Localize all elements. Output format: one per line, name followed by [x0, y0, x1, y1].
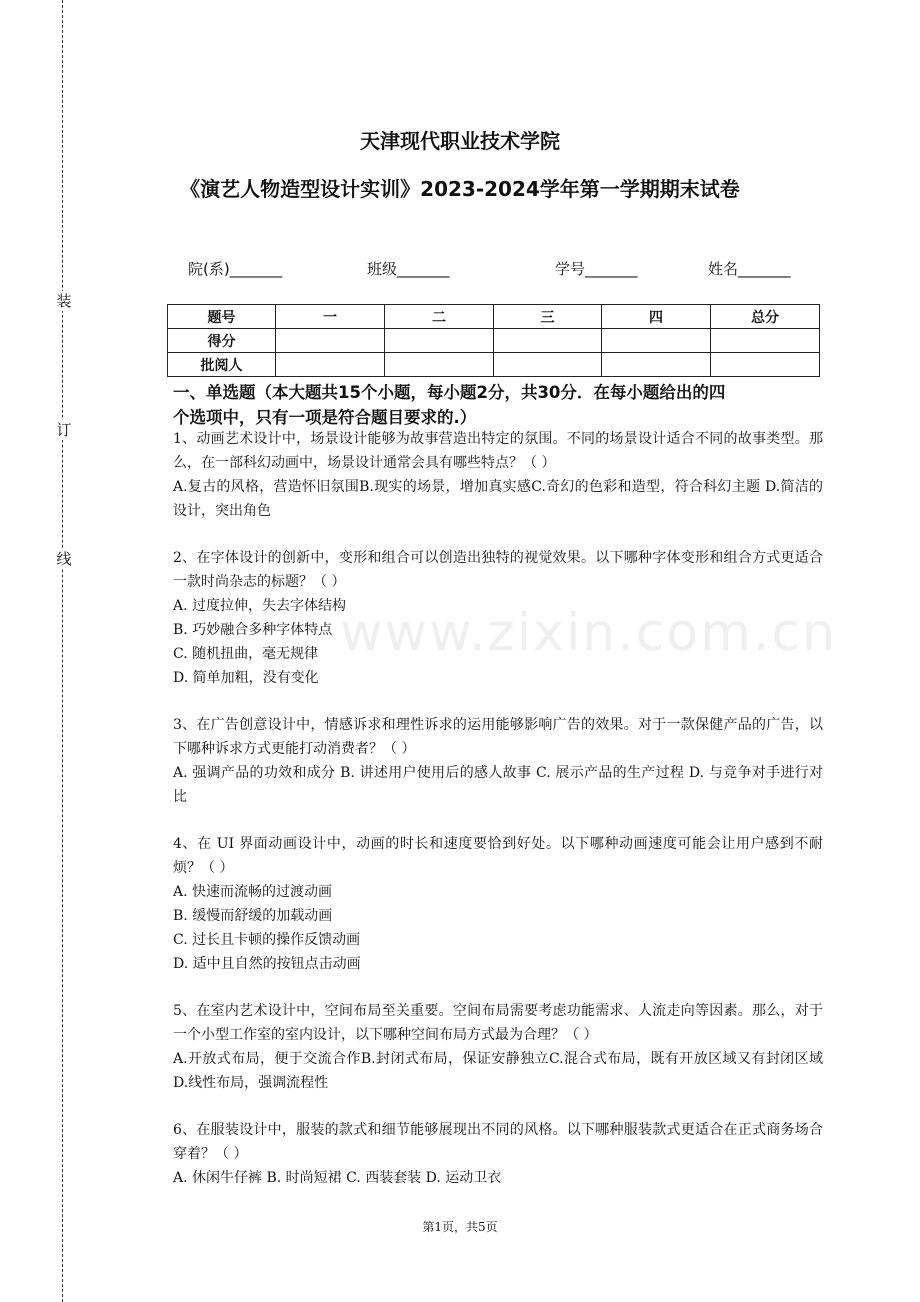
- score-table: [167, 304, 820, 377]
- reviewer-cell[interactable]: [276, 353, 385, 377]
- table-header-cell: 题号: [168, 305, 276, 329]
- option-a: A. 过度拉伸，失去字体结构: [173, 598, 347, 614]
- reviewer-cell[interactable]: [385, 353, 494, 377]
- reviewer-cell[interactable]: [602, 353, 711, 377]
- table-header-cell: 二: [385, 305, 494, 329]
- page-footer: 第1页，共5页: [422, 1220, 498, 1234]
- option-a: A. 快速而流畅的过渡动画: [173, 884, 333, 900]
- question-options: A.复古的风格，营造怀旧氛围B.现实的场景，增加真实感C.奇幻的色彩和造型，符合科幻主题 D.简洁的设计，突出角色: [173, 479, 823, 519]
- question-options: A. 强调产品的功效和成分 B. 讲述用户使用后的感人故事 C. 展示产品的生产过程 D. 与竞争对手进行对比: [173, 765, 823, 805]
- section-1-header: [173, 380, 823, 430]
- table-header-cell: 总分: [711, 305, 820, 329]
- watermark-text: www.zixin.com.cn: [340, 603, 837, 663]
- question-stem: 5、在室内艺术设计中，空间布局至关重要。空间布局需要考虑功能需求、人流走向等因素。那么，对于一个小型工作室的室内设计，以下哪种空间布局方式最为合理？（ ）: [173, 1003, 823, 1043]
- question-stem: 2、在字体设计的创新中，变形和组合可以创造出独特的视觉效果。以下哪种字体变形和组合方式更适合一款时尚杂志的标题？（ ）: [173, 550, 823, 590]
- reviewer-cell[interactable]: [711, 353, 820, 377]
- class-field[interactable]: 班级_______: [367, 260, 450, 278]
- reviewer-row-label: 批阅人: [168, 353, 276, 377]
- binding-char-xian: 线: [56, 550, 72, 568]
- option-c: C. 过长且卡顿的操作反馈动画: [173, 932, 361, 948]
- department-field[interactable]: 院(系)_______: [188, 260, 283, 278]
- score-table-header-row: [168, 305, 820, 329]
- reviewer-cell[interactable]: [494, 353, 602, 377]
- option-b: B. 巧妙融合多种字体特点: [173, 622, 333, 638]
- question-1: [173, 427, 823, 523]
- option-d: D. 适中且自然的按钮点击动画: [173, 956, 361, 972]
- score-cell[interactable]: [602, 329, 711, 353]
- question-stem: 6、在服装设计中，服装的款式和细节能够展现出不同的风格。以下哪种服装款式更适合在正式商务场合穿着？（ ）: [173, 1122, 823, 1162]
- score-cell[interactable]: [276, 329, 385, 353]
- binding-char-ding: 订: [56, 421, 72, 439]
- question-2: [173, 546, 823, 690]
- table-header-cell: 一: [276, 305, 385, 329]
- score-row: [168, 329, 820, 353]
- student-id-field[interactable]: 学号_______: [555, 260, 638, 278]
- question-options: A.开放式布局，便于交流合作B.封闭式布局，保证安静独立C.混合式布局，既有开放区域又有封闭区域 D.线性布局，强调流程性: [173, 1051, 823, 1091]
- question-3: [173, 713, 823, 809]
- table-header-cell: 四: [602, 305, 711, 329]
- question-list: [173, 427, 823, 1213]
- section-header-line: 个选项中，只有一项是符合题目要求的.）: [173, 408, 477, 427]
- question-stem: 1、动画艺术设计中，场景设计能够为故事营造出特定的氛围。不同的场景设计适合不同的故事类型。那么，在一部科幻动画中，场景设计通常会具有哪些特点？（ ）: [173, 431, 823, 471]
- table-header-cell: 三: [494, 305, 602, 329]
- question-5: [173, 999, 823, 1095]
- question-stem: 4、在 UI 界面动画设计中，动画的时长和速度要恰到好处。以下哪种动画速度可能会让用户感到不耐烦？（ ）: [173, 836, 823, 876]
- score-cell[interactable]: [494, 329, 602, 353]
- exam-title: 《演艺人物造型设计实训》2023-2024学年第一学期期末试卷: [180, 177, 740, 201]
- school-title: 天津现代职业技术学院: [360, 129, 560, 153]
- score-cell[interactable]: [385, 329, 494, 353]
- binding-char-zhuang: 装: [56, 292, 72, 310]
- question-6: [173, 1118, 823, 1190]
- question-4: [173, 832, 823, 976]
- question-stem: 3、在广告创意设计中，情感诉求和理性诉求的运用能够影响广告的效果。对于一款保健产品的广告，以下哪种诉求方式更能打动消费者？（ ）: [173, 717, 823, 757]
- student-info-row: [0, 258, 920, 282]
- name-field[interactable]: 姓名_______: [708, 260, 791, 278]
- score-row-label: 得分: [168, 329, 276, 353]
- section-header-line: 一、单选题（本大题共15个小题，每小题2分，共30分．在每小题给出的四: [173, 383, 726, 402]
- score-cell[interactable]: [711, 329, 820, 353]
- reviewer-row: [168, 353, 820, 377]
- question-options: A. 休闲牛仔裤 B. 时尚短裙 C. 西装套装 D. 运动卫衣: [173, 1170, 502, 1186]
- option-d: D. 简单加粗，没有变化: [173, 670, 319, 686]
- option-c: C. 随机扭曲，毫无规律: [173, 646, 319, 662]
- option-b: B. 缓慢而舒缓的加载动画: [173, 908, 333, 924]
